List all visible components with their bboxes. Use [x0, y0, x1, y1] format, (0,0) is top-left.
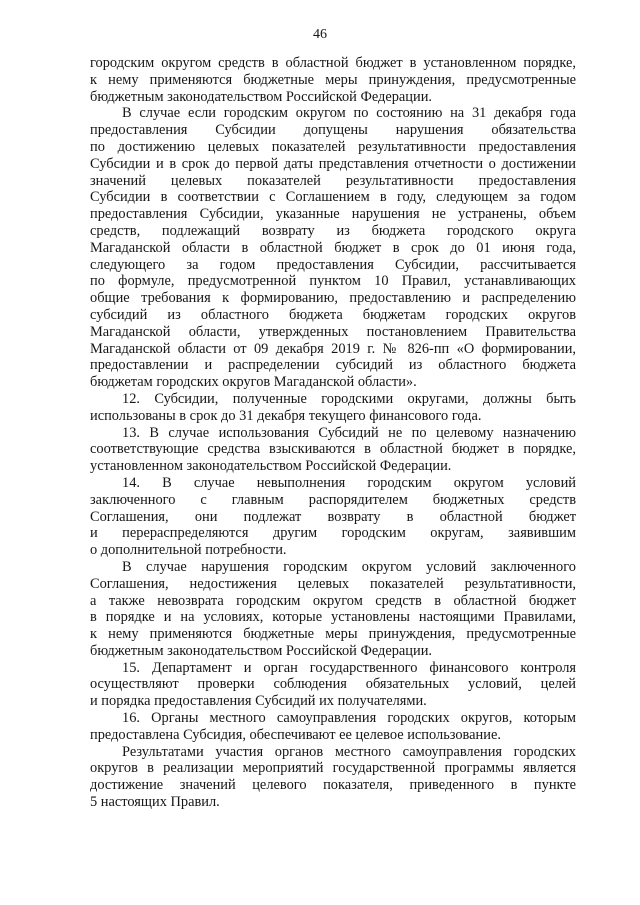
- text-line: Соглашения, они подлежат возврату в областной бюджет: [90, 508, 576, 525]
- text-line: о дополнительной потребности.: [90, 542, 287, 559]
- text-line: В случае если городским округом по состоянию на 31 декабря года: [122, 105, 576, 122]
- text-line: В случае нарушения городским округом условий заключенного: [122, 558, 576, 575]
- text-line: Магаданской области, утвержденных постановлением Правительства: [90, 323, 576, 340]
- text-line: 12. Субсидии, полученные городскими округами, должны быть: [122, 390, 576, 407]
- text-line: по формуле, предусмотренной пунктом 10 Правил, устанавливающих: [90, 273, 576, 290]
- paragraph: [90, 710, 576, 744]
- paragraph: [90, 425, 576, 475]
- text-line: по достижению целевых показателей результативности предоставления: [90, 138, 576, 155]
- text-line: Магаданской области в областной бюджет в срок до 01 июня года,: [90, 239, 576, 256]
- text-line: к нему применяются бюджетные меры принуждения, предусмотренные: [90, 71, 576, 88]
- text-line: соответствующие средства взыскиваются в областной бюджет в порядке,: [90, 441, 576, 458]
- text-line: 15. Департамент и орган государственного финансового контроля: [122, 659, 576, 676]
- text-line: Соглашения, недостижения целевых показателей результативности,: [90, 575, 576, 592]
- text-line: и перераспределяются другим городским округам, заявившим: [90, 525, 576, 542]
- text-line: 16. Органы местного самоуправления городских округов, которым: [122, 710, 576, 727]
- text-line: в порядке и на условиях, которые установлены настоящими Правилами,: [90, 609, 576, 626]
- text-line: осуществляют проверки соблюдения обязательных условий, целей: [90, 676, 576, 693]
- text-line: 13. В случае использования Субсидий не по целевому назначению: [122, 424, 576, 441]
- text-line: заключенного с главным распорядителем бюджетных средств: [90, 491, 576, 508]
- text-line: и порядка предоставления Субсидий их получателями.: [90, 693, 427, 710]
- text-line: 14. В случае невыполнения городским округом условий: [122, 474, 576, 491]
- text-line: предоставлена Субсидия, обеспечивают ее целевое использование.: [90, 726, 501, 743]
- page-number: 46: [313, 27, 327, 42]
- text-line: следующего за годом предоставления Субсидии, рассчитывается: [90, 256, 576, 273]
- text-line: субсидий из областного бюджета бюджетам городских округов: [90, 306, 576, 323]
- paragraph: [90, 105, 576, 391]
- text-line: предоставления Субсидии допущены нарушения обязательства: [90, 122, 576, 139]
- paragraph: [90, 559, 576, 660]
- text-line: предоставления Субсидии, указанные нарушения не устранены, объем: [90, 206, 576, 223]
- text-line: Результатами участия органов местного самоуправления городских: [122, 743, 576, 760]
- document-body: [90, 55, 576, 811]
- text-line: городским округом средств в областной бюджет в установленном порядке,: [90, 55, 576, 71]
- text-line: значений целевых показателей результативности предоставления: [90, 172, 576, 189]
- text-line: 5 настоящих Правил.: [90, 794, 220, 811]
- text-line: Магаданской области от 09 декабря 2019 г. № 826-пп «О формировании,: [90, 340, 576, 357]
- text-line: Субсидии в соответствии с Соглашением в году, следующем за годом: [90, 189, 576, 206]
- text-line: бюджетным законодательством Российской Федерации.: [90, 88, 433, 105]
- text-line: использованы в срок до 31 декабря текущего финансового года.: [90, 407, 482, 424]
- text-line: Субсидии и в срок до первой даты представления отчетности о достижении: [90, 155, 576, 172]
- paragraph: [90, 391, 576, 425]
- text-line: достижение значений целевого показателя, приведенного в пункте: [90, 777, 576, 794]
- text-line: к нему применяются бюджетные меры принуждения, предусмотренные: [90, 626, 576, 643]
- text-line: средств, подлежащий возврату из бюджета городского округа: [90, 222, 576, 239]
- paragraph: [90, 55, 576, 105]
- paragraph: [90, 475, 576, 559]
- text-line: округов в реализации мероприятий государственной программы является: [90, 760, 576, 777]
- text-line: общие требования к формированию, предоставлению и распределению: [90, 290, 576, 307]
- paragraph: [90, 744, 576, 811]
- text-line: предоставлении и распределении субсидий из областного бюджета: [90, 357, 576, 374]
- text-line: бюджетным законодательством Российской Федерации.: [90, 642, 433, 659]
- text-line: бюджетам городских округов Магаданской области».: [90, 374, 417, 391]
- text-line: установленном законодательством Российской Федерации.: [90, 458, 452, 475]
- paragraph: [90, 660, 576, 710]
- text-line: а также невозврата городским округом средств в областной бюджет: [90, 592, 576, 609]
